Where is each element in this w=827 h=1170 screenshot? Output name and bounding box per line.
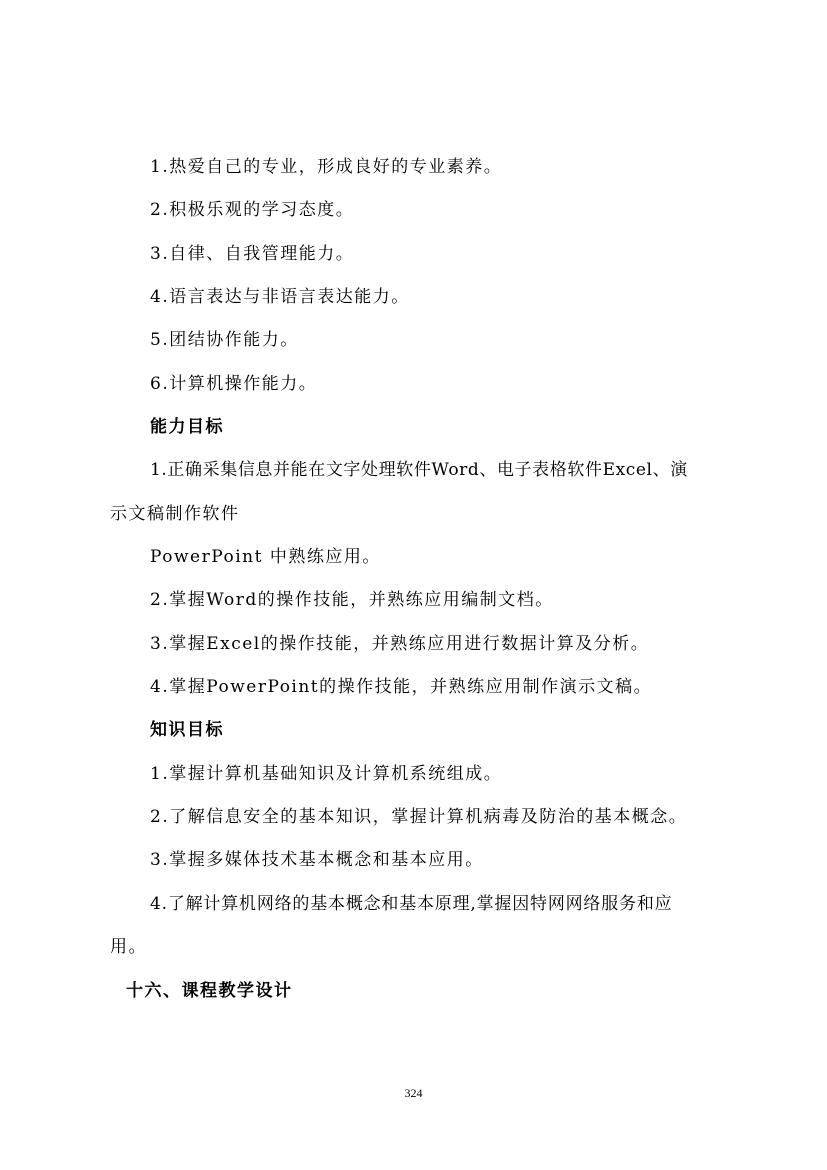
knowledge-item-2: 2.了解信息安全的基本知识，掌握计算机病毒及防治的基本概念。	[150, 807, 688, 827]
ability-item-3: 3.掌握Excel的操作技能，并熟练应用进行数据计算及分析。	[150, 634, 650, 654]
quality-item-3: 3.自律、自我管理能力。	[150, 244, 355, 264]
quality-item-5: 5.团结协作能力。	[150, 330, 299, 350]
quality-item-1: 1.热爱自己的专业，形成良好的专业素养。	[150, 157, 503, 177]
knowledge-item-3: 3.掌握多媒体技术基本概念和基本应用。	[150, 850, 484, 870]
knowledge-item-4-line-2: 用。	[110, 937, 147, 957]
ability-item-2: 2.掌握Word的操作技能，并熟练应用编制文档。	[150, 590, 554, 610]
knowledge-heading: 知识目标	[150, 720, 224, 740]
section-heading: 十六、课程教学设计	[126, 981, 293, 1001]
quality-item-4: 4.语言表达与非语言表达能力。	[150, 287, 410, 307]
ability-item-1-line-2: 示文稿制作软件	[110, 504, 240, 524]
ability-heading: 能力目标	[150, 417, 224, 437]
quality-item-2: 2.积极乐观的学习态度。	[150, 200, 355, 220]
page-number: 324	[404, 1086, 423, 1100]
ability-item-1-line-1: 1.正确采集信息并能在文字处理软件Word、电子表格软件Excel、演	[150, 460, 688, 480]
knowledge-item-4-line-1: 4.了解计算机网络的基本概念和基本原理,掌握因特网网络服务和应	[150, 894, 673, 914]
ability-item-4: 4.掌握PowerPoint的操作技能，并熟练应用制作演示文稿。	[150, 677, 653, 697]
ability-item-1-line-3: PowerPoint 中熟练应用。	[150, 547, 381, 567]
knowledge-item-1: 1.掌握计算机基础知识及计算机系统组成。	[150, 764, 503, 784]
quality-item-6: 6.计算机操作能力。	[150, 374, 318, 394]
